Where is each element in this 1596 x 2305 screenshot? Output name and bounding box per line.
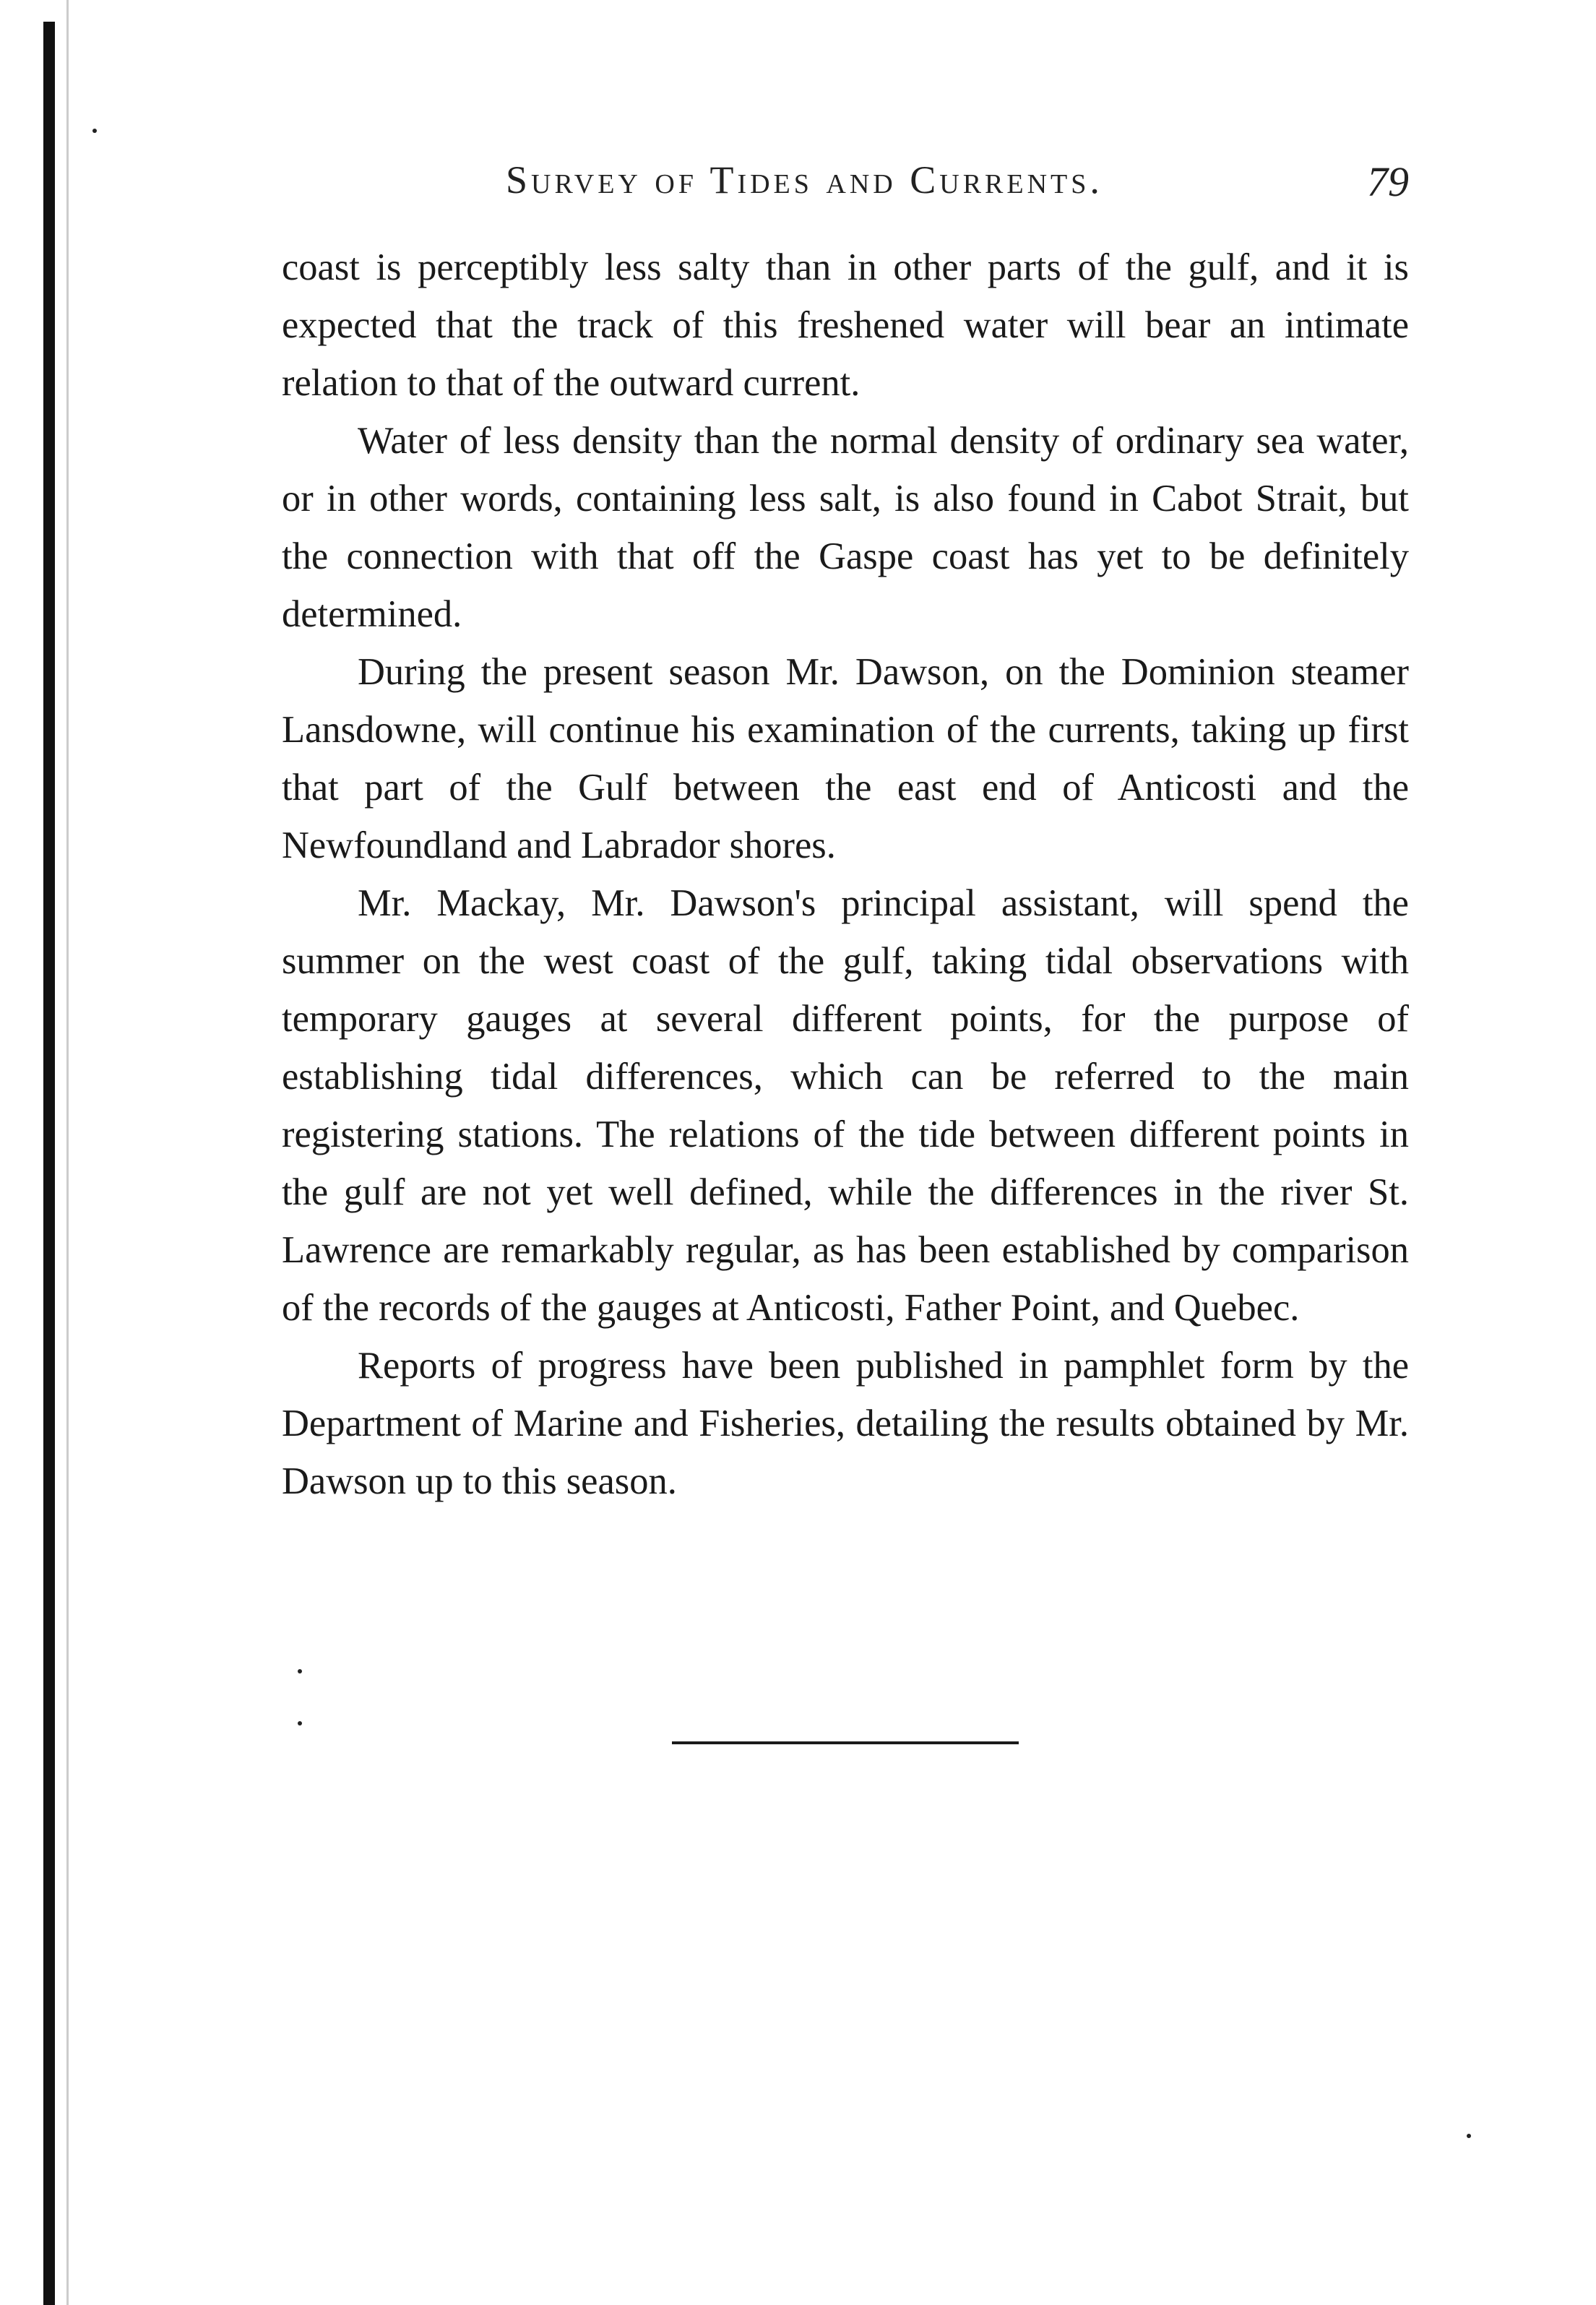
body-text xyxy=(282,238,1409,1510)
page-number: 79 xyxy=(1367,158,1409,205)
page-edge-shadow xyxy=(66,0,69,2305)
page-header xyxy=(282,158,1409,208)
scan-speck xyxy=(298,1721,302,1725)
paragraph: Mr. Mackay, Mr. Dawson's principal assistant, will spend the summer on the west coast of the gulf, taking tidal observations with temporary gauges at several different points, for the purpose of establishing tidal differences, which can be referred to the main registering stations. The relations of the tide between different points in the gulf are not yet well defined, while the differences in the river St. Lawrence are remarkably regular, as has been established by comparison of the records of the gauges at Anticosti, Father Point, and Quebec. xyxy=(282,882,1409,1329)
page-binding-edge xyxy=(43,22,55,2305)
paragraph: Reports of progress have been published in pamphlet form by the Department of Marine and Fisheries, detailing the results obtained by Mr. Dawson up to this season. xyxy=(282,1345,1409,1502)
paragraph: Water of less density than the normal density of ordinary sea water, or in other words, containing less salt, is also found in Cabot Strait, but the connection with that off the Gaspe coast has yet to be definitely determined. xyxy=(282,420,1409,635)
end-rule xyxy=(672,1741,1019,1744)
paragraph: coast is perceptibly less salty than in other parts of the gulf, and it is expected that the track of this freshened water will bear an intimate relation to that of the outward current. xyxy=(282,246,1409,404)
paragraph: During the present season Mr. Dawson, on the Dominion steamer Lansdowne, will continue his examination of the currents, taking up first that part of the Gulf between the east end of Anticosti and the Newfoundland and Labrador shores. xyxy=(282,651,1409,866)
scan-speck xyxy=(1467,2134,1471,2138)
running-head: Survey of Tides and Currents. xyxy=(506,158,1103,202)
scan-speck xyxy=(298,1669,302,1673)
scan-speck xyxy=(92,129,97,133)
